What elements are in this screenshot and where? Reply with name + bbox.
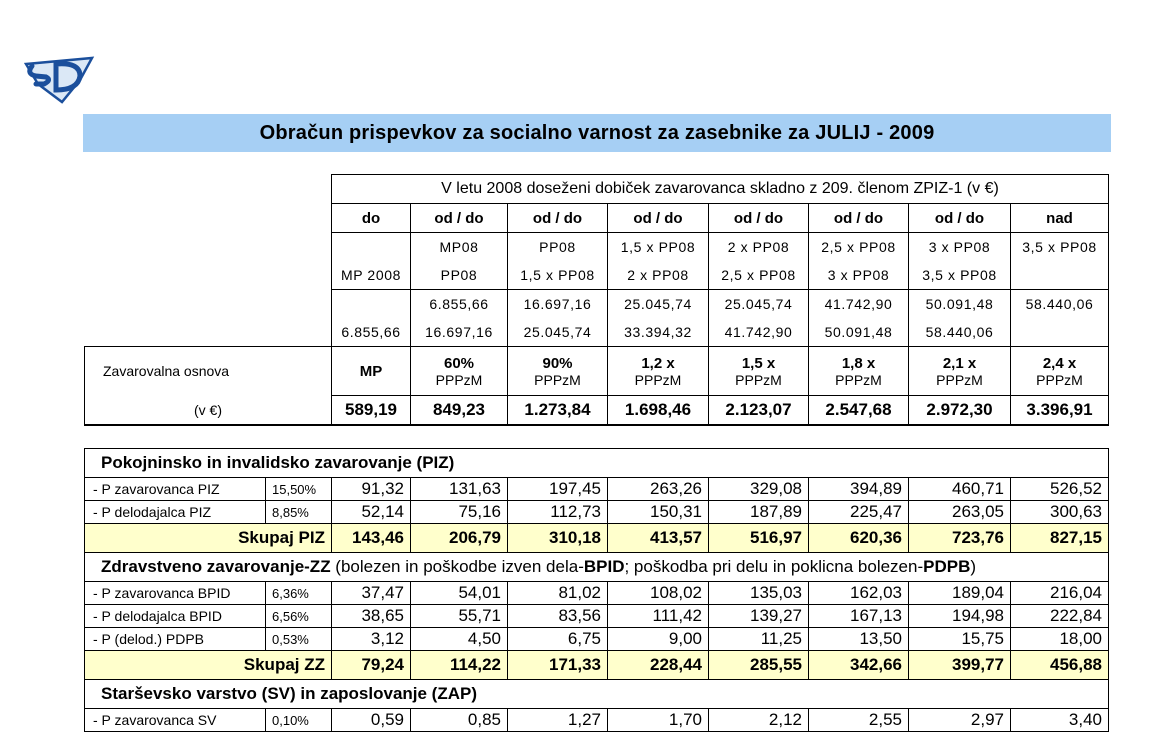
contribution-label: - P delodajalca BPID xyxy=(85,605,266,628)
contribution-value: 11,25 xyxy=(709,628,809,651)
from-amount: 50.091,48 xyxy=(909,290,1011,319)
total-value: 399,77 xyxy=(909,651,1011,680)
contribution-label: - P delodajalca PIZ xyxy=(85,501,266,524)
from-label xyxy=(332,233,411,262)
col-label: od / do xyxy=(709,204,809,233)
contribution-value: 0,59 xyxy=(332,709,411,732)
basis-value: 2.972,30 xyxy=(909,396,1011,426)
total-value: 723,76 xyxy=(909,524,1011,553)
col-label: od / do xyxy=(809,204,909,233)
contribution-value: 111,42 xyxy=(608,605,709,628)
coef-cell: 90% PPPzM xyxy=(508,347,608,396)
contribution-value: 225,47 xyxy=(809,501,909,524)
contribution-value: 38,65 xyxy=(332,605,411,628)
contribution-value: 3,12 xyxy=(332,628,411,651)
contribution-label: - P zavarovanca SV xyxy=(85,709,266,732)
basis-label: Zavarovalna osnova xyxy=(85,347,332,396)
spacer xyxy=(85,261,332,290)
contribution-row xyxy=(85,501,1109,524)
from-label: PP08 xyxy=(508,233,608,262)
contribution-value: 197,45 xyxy=(508,478,608,501)
contribution-rate: 0,53% xyxy=(266,628,332,651)
basis-value: 3.396,91 xyxy=(1011,396,1109,426)
contribution-value: 52,14 xyxy=(332,501,411,524)
total-value: 310,18 xyxy=(508,524,608,553)
coef-cell: 1,5 x PPPzM xyxy=(709,347,809,396)
to-amount: 16.697,16 xyxy=(411,318,508,347)
contribution-label: - P zavarovanca BPID xyxy=(85,582,266,605)
section-title-part: BPID xyxy=(583,557,625,576)
contribution-rate: 15,50% xyxy=(266,478,332,501)
from-amount: 6.855,66 xyxy=(411,290,508,319)
from-label: 3 x PP08 xyxy=(909,233,1011,262)
total-value: 413,57 xyxy=(608,524,709,553)
contribution-value: 112,73 xyxy=(508,501,608,524)
basis-unit: (v €) xyxy=(85,396,332,426)
col-label: do xyxy=(332,204,411,233)
sd-logo-icon xyxy=(22,50,96,104)
total-value: 171,33 xyxy=(508,651,608,680)
contribution-value: 15,75 xyxy=(909,628,1011,651)
col-label: od / do xyxy=(411,204,508,233)
to-amount: 41.742,90 xyxy=(709,318,809,347)
contribution-value: 139,27 xyxy=(709,605,809,628)
total-value: 206,79 xyxy=(411,524,508,553)
spacer xyxy=(85,175,332,204)
basis-value: 1.698,46 xyxy=(608,396,709,426)
basis-value: 2.547,68 xyxy=(809,396,909,426)
total-value: 342,66 xyxy=(809,651,909,680)
contribution-value: 263,26 xyxy=(608,478,709,501)
contribution-value: 91,32 xyxy=(332,478,411,501)
from-amount: 25.045,74 xyxy=(608,290,709,319)
spacer xyxy=(85,318,332,347)
coef-cell: 2,1 x PPPzM xyxy=(909,347,1011,396)
section-title-part: (bolezen in poškodbe izven dela- xyxy=(330,557,584,576)
total-value: 143,46 xyxy=(332,524,411,553)
total-label: Skupaj PIZ xyxy=(85,524,332,553)
total-row xyxy=(85,651,1109,680)
contribution-rate: 6,36% xyxy=(266,582,332,605)
spacer xyxy=(85,233,332,262)
total-value: 79,24 xyxy=(332,651,411,680)
contribution-value: 2,97 xyxy=(909,709,1011,732)
to-label: 3,5 x PP08 xyxy=(909,261,1011,290)
from-amount: 25.045,74 xyxy=(709,290,809,319)
total-value: 620,36 xyxy=(809,524,909,553)
coef-cell: 1,8 x PPPzM xyxy=(809,347,909,396)
section-header-row xyxy=(85,449,1109,478)
basis-value: 589,19 xyxy=(332,396,411,426)
to-amount xyxy=(1011,318,1109,347)
contribution-value: 55,71 xyxy=(411,605,508,628)
contribution-value: 3,40 xyxy=(1011,709,1109,732)
contribution-value: 216,04 xyxy=(1011,582,1109,605)
contribution-value: 108,02 xyxy=(608,582,709,605)
section-title-zz xyxy=(85,553,1109,582)
contribution-value: 83,56 xyxy=(508,605,608,628)
total-row xyxy=(85,524,1109,553)
contribution-rate: 8,85% xyxy=(266,501,332,524)
to-amount: 25.045,74 xyxy=(508,318,608,347)
contribution-row xyxy=(85,582,1109,605)
from-label: 2,5 x PP08 xyxy=(809,233,909,262)
coef-cell: MP xyxy=(332,347,411,396)
contribution-rate: 6,56% xyxy=(266,605,332,628)
contribution-label: - P (delod.) PDPB xyxy=(85,628,266,651)
basis-value: 1.273,84 xyxy=(508,396,608,426)
to-amount: 58.440,06 xyxy=(909,318,1011,347)
brackets-caption: V letu 2008 doseženi dobiček zavarovanca skladno z 209. členom ZPIZ-1 (v €) xyxy=(332,175,1109,204)
contribution-value: 1,27 xyxy=(508,709,608,732)
section-header-row xyxy=(85,680,1109,709)
contribution-rate: 0,10% xyxy=(266,709,332,732)
contribution-value: 263,05 xyxy=(909,501,1011,524)
section-title-part: ) xyxy=(970,557,977,576)
col-label: od / do xyxy=(508,204,608,233)
to-amount: 33.394,32 xyxy=(608,318,709,347)
contribution-value: 4,50 xyxy=(411,628,508,651)
contribution-value: 329,08 xyxy=(709,478,809,501)
contribution-value: 194,98 xyxy=(909,605,1011,628)
spacer xyxy=(85,290,332,319)
total-value: 228,44 xyxy=(608,651,709,680)
from-label: 1,5 x PP08 xyxy=(608,233,709,262)
from-amount xyxy=(332,290,411,319)
contribution-value: 75,16 xyxy=(411,501,508,524)
income-brackets-table xyxy=(84,174,1109,426)
contribution-row xyxy=(85,605,1109,628)
contribution-label: - P zavarovanca PIZ xyxy=(85,478,266,501)
contribution-value: 37,47 xyxy=(332,582,411,605)
from-amount: 41.742,90 xyxy=(809,290,909,319)
contribution-value: 0,85 xyxy=(411,709,508,732)
section-title-sv: Starševsko varstvo (SV) in zaposlovanje (ZAP) xyxy=(85,680,1109,709)
coef-cell: 60% PPPzM xyxy=(411,347,508,396)
from-amount: 58.440,06 xyxy=(1011,290,1109,319)
to-amount: 6.855,66 xyxy=(332,318,411,347)
to-label: 1,5 x PP08 xyxy=(508,261,608,290)
col-label: nad xyxy=(1011,204,1109,233)
contribution-value: 526,52 xyxy=(1011,478,1109,501)
from-label: 3,5 x PP08 xyxy=(1011,233,1109,262)
from-amount: 16.697,16 xyxy=(508,290,608,319)
contribution-value: 1,70 xyxy=(608,709,709,732)
contribution-value: 135,03 xyxy=(709,582,809,605)
total-value: 114,22 xyxy=(411,651,508,680)
contributions-table xyxy=(84,448,1109,732)
contribution-value: 18,00 xyxy=(1011,628,1109,651)
total-value: 285,55 xyxy=(709,651,809,680)
to-label: MP 2008 xyxy=(332,261,411,290)
to-label: 2,5 x PP08 xyxy=(709,261,809,290)
contribution-value: 13,50 xyxy=(809,628,909,651)
contribution-row xyxy=(85,628,1109,651)
section-title-part: PDPB xyxy=(923,557,971,576)
total-value: 516,97 xyxy=(709,524,809,553)
contribution-value: 9,00 xyxy=(608,628,709,651)
total-value: 456,88 xyxy=(1011,651,1109,680)
to-label xyxy=(1011,261,1109,290)
contribution-value: 222,84 xyxy=(1011,605,1109,628)
contribution-value: 187,89 xyxy=(709,501,809,524)
section-title-part: Zdravstveno zavarovanje-ZZ xyxy=(101,557,331,576)
to-label: 2 x PP08 xyxy=(608,261,709,290)
col-label: od / do xyxy=(608,204,709,233)
coef-cell: 1,2 x PPPzM xyxy=(608,347,709,396)
contribution-value: 167,13 xyxy=(809,605,909,628)
section-header-row xyxy=(85,553,1109,582)
col-label: od / do xyxy=(909,204,1011,233)
section-title-part: ; poškodba pri delu in poklicna bolezen- xyxy=(624,557,924,576)
contribution-value: 150,31 xyxy=(608,501,709,524)
contribution-value: 131,63 xyxy=(411,478,508,501)
total-value: 827,15 xyxy=(1011,524,1109,553)
total-label: Skupaj ZZ xyxy=(85,651,332,680)
section-title-piz: Pokojninsko in invalidsko zavarovanje (PIZ) xyxy=(85,449,1109,478)
from-label: 2 x PP08 xyxy=(709,233,809,262)
contribution-row xyxy=(85,478,1109,501)
contribution-value: 300,63 xyxy=(1011,501,1109,524)
to-label: 3 x PP08 xyxy=(809,261,909,290)
contribution-value: 54,01 xyxy=(411,582,508,605)
page-title: Obračun prispevkov za socialno varnost za zasebnike za JULIJ - 2009 xyxy=(83,114,1111,152)
from-label: MP08 xyxy=(411,233,508,262)
contribution-value: 394,89 xyxy=(809,478,909,501)
contribution-value: 81,02 xyxy=(508,582,608,605)
spacer xyxy=(85,204,332,233)
to-amount: 50.091,48 xyxy=(809,318,909,347)
contribution-value: 460,71 xyxy=(909,478,1011,501)
coef-cell: 2,4 x PPPzM xyxy=(1011,347,1109,396)
contribution-value: 162,03 xyxy=(809,582,909,605)
basis-value: 849,23 xyxy=(411,396,508,426)
contribution-value: 2,12 xyxy=(709,709,809,732)
basis-value: 2.123,07 xyxy=(709,396,809,426)
to-label: PP08 xyxy=(411,261,508,290)
contribution-value: 6,75 xyxy=(508,628,608,651)
contribution-value: 189,04 xyxy=(909,582,1011,605)
contribution-value: 2,55 xyxy=(809,709,909,732)
contribution-row xyxy=(85,709,1109,732)
